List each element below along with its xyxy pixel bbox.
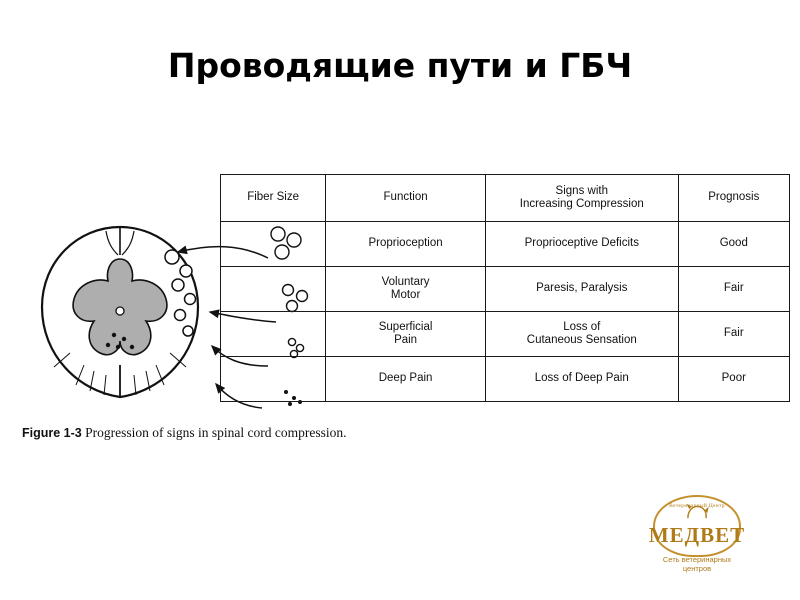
table-row [221, 357, 790, 402]
cell-prognosis: Fair [678, 312, 789, 357]
logo-subtitle [622, 555, 772, 574]
cell-function [326, 267, 486, 312]
figure-caption-label: Figure 1-3 [22, 426, 82, 440]
logo-subtitle-line2: центров [682, 564, 712, 574]
table-row [221, 222, 790, 267]
cell-prognosis: Fair [678, 267, 789, 312]
figure-block [10, 170, 790, 450]
cell-signs: Loss of Deep Pain [485, 357, 678, 402]
column-header-signs-line1: Signs with [555, 184, 608, 197]
figure-caption-text: Progression of signs in spinal cord compression. [85, 425, 347, 440]
column-header-function: Function [326, 175, 486, 222]
cell-prognosis: Poor [678, 357, 789, 402]
cell-signs: Paresis, Paralysis [485, 267, 678, 312]
cell-function-line2: Pain [394, 334, 418, 346]
cell-fiber-size [221, 222, 326, 267]
page-title: Проводящие пути и ГБЧ [167, 46, 633, 85]
cell-fiber-size [221, 312, 326, 357]
cell-signs-line2: Cutaneous Sensation [526, 334, 637, 346]
logo-name: МЕДВЕТ [648, 523, 746, 547]
cell-signs: Proprioceptive Deficits [485, 222, 678, 267]
signs-table [220, 174, 790, 402]
cell-prognosis: Good [678, 222, 789, 267]
cell-function-line1: Voluntary [381, 275, 430, 288]
column-header-fiber-size: Fiber Size [221, 175, 326, 222]
spinal-cord-cross-section-icon [20, 215, 220, 415]
cell-function-line2: Motor [390, 289, 421, 301]
cell-function: Deep Pain [326, 357, 486, 402]
column-header-signs-line2: Increasing Compression [519, 198, 644, 210]
column-header-prognosis: Prognosis [678, 175, 789, 222]
table-header [221, 175, 790, 222]
column-header-signs [485, 175, 678, 222]
cell-fiber-size [221, 357, 326, 402]
table-body [221, 222, 790, 402]
table-row [221, 312, 790, 357]
logo-subtitle-line1: Сеть ветеринарных [662, 555, 732, 564]
table-header-row [221, 175, 790, 222]
medvet-logo [622, 493, 772, 588]
cell-signs [485, 312, 678, 357]
cell-signs-line1: Loss of [563, 320, 601, 333]
figure-caption [22, 425, 622, 441]
table-row [221, 267, 790, 312]
cell-function [326, 312, 486, 357]
cell-function: Proprioception [326, 222, 486, 267]
logo-top-text: Ветеринарный Центр [669, 503, 725, 509]
cell-function-line1: Superficial [378, 320, 433, 333]
cell-fiber-size [221, 267, 326, 312]
